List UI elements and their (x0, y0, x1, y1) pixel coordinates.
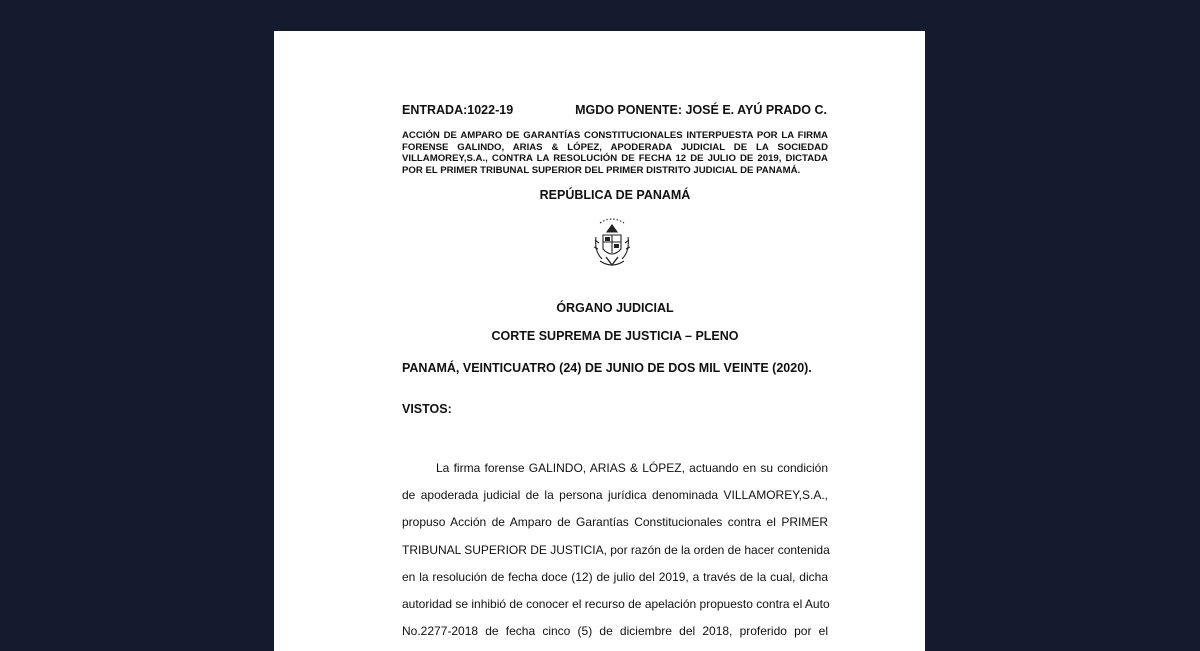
body-paragraph (402, 455, 828, 645)
document-page (274, 31, 925, 651)
coat-of-arms-icon (590, 213, 634, 273)
date-line: PANAMÁ, VEINTICUATRO (24) DE JUNIO DE DOS MIL VEINTE (2020). (402, 361, 812, 375)
body-line: TRIBUNAL SUPERIOR DE JUSTICIA, por razón de la orden de hacer contenida (402, 542, 830, 557)
body-line: autoridad se inhibió de conocer el recurso de apelación propuesto contra el Auto (402, 596, 830, 611)
vistos-heading: VISTOS: (402, 402, 452, 416)
entrada-number: ENTRADA:1022-19 (402, 103, 514, 117)
body-line: La firma forense GALINDO, ARIAS & LÓPEZ, actuando en su condición (436, 461, 828, 475)
body-line: en la resolución de fecha doce (12) de julio del 2019, a través de la cual, dicha (402, 569, 828, 584)
case-description: ACCIÓN DE AMPARO DE GARANTÍAS CONSTITUCIONALES INTERPUESTA POR LA FIRMA FORENSE GALINDO, ARIAS & LÓPEZ, APODERADA JUDICIAL DE LA SOCIEDAD VILLAMOREY,S.A., CONTRA LA RESOLUCIÓN DE FECHA 12 DE JULIO DE 2019, DICTADA POR EL PRIMER TRIBUNAL SUPERIOR DEL PRIMER DISTRITO JUDICIAL DE PANAMÁ. (402, 130, 828, 176)
body-line: propuso Acción de Amparo de Garantías Constitucionales contra el PRIMER (402, 515, 828, 530)
republic-heading: REPÚBLICA DE PANAMÁ (539, 188, 691, 202)
body-line: No.2277-2018 de fecha cinco (5) de diciembre del 2018, proferido por el (402, 624, 828, 639)
organ-heading: ÓRGANO JUDICIAL (556, 301, 674, 315)
body-line: de apoderada judicial de la persona jurídica denominada VILLAMOREY,S.A., (402, 488, 828, 503)
magistrate-ponente: MGDO PONENTE: JOSÉ E. AYÚ PRADO C. (575, 103, 827, 117)
court-heading: CORTE SUPREMA DE JUSTICIA – PLENO (491, 329, 739, 343)
